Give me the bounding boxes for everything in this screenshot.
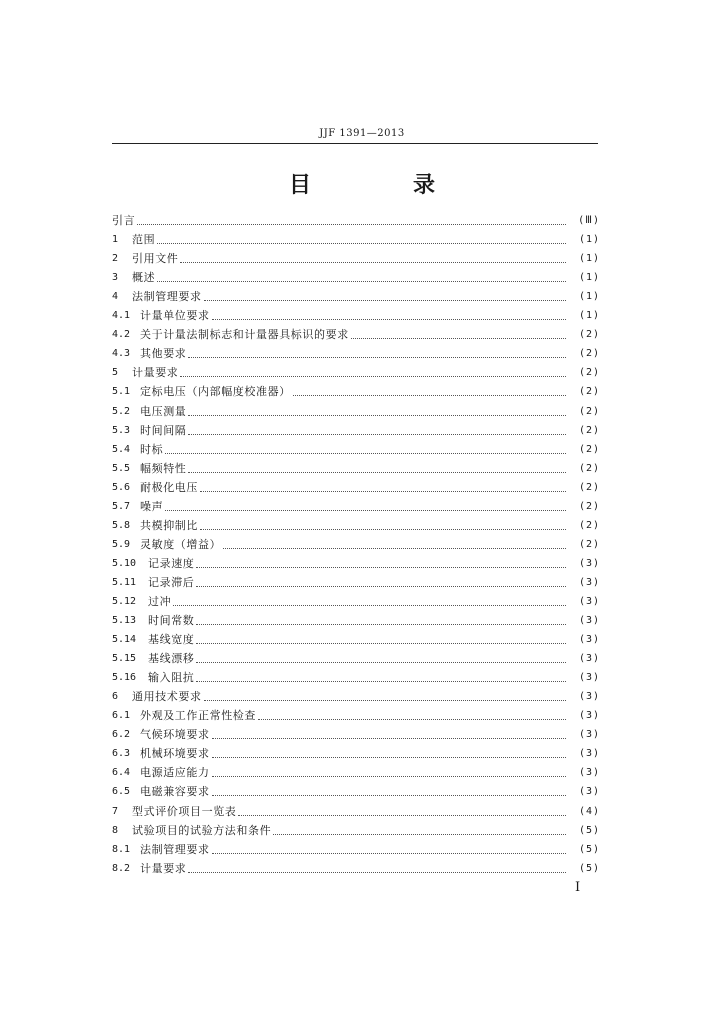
toc-entry[interactable] [112,590,600,609]
toc-entry-title: 计量单位要求 [140,309,210,323]
toc-entry-title: 定标电压（内部幅度校准器） [140,385,291,399]
toc-entry-title: 过冲 [148,594,172,608]
toc-dot-leader [212,319,566,320]
header-divider [112,143,598,144]
toc-entry[interactable] [112,533,600,552]
toc-entry-title: 输入阻抗 [148,671,195,685]
toc-entry-page: (5) [578,843,600,855]
toc-entry-number: 5.5 [112,462,131,474]
toc-dot-leader [212,738,566,739]
toc-dot-leader [188,357,566,358]
toc-entry[interactable] [112,514,600,533]
toc-entry-page: (5) [578,824,600,836]
toc-entry-number: 6.5 [112,786,131,798]
toc-dot-leader [258,719,566,720]
toc-dot-leader [196,643,566,644]
toc-entry-page: (2) [578,462,600,474]
toc-entry-title: 电源适应能力 [140,766,210,780]
toc-entry-number: 7 [112,805,119,817]
toc-dot-leader [212,853,566,854]
toc-entry-page: (3) [578,672,600,684]
toc-entry-title: 引用文件 [132,252,179,266]
toc-entry-title: 范围 [132,233,156,247]
toc-entry-page: (3) [578,786,600,798]
toc-entry-number: 5.4 [112,443,131,455]
toc-entry[interactable] [112,609,600,628]
toc-dot-leader [173,605,566,606]
toc-entry-title: 法制管理要求 [132,290,202,304]
toc-entry[interactable] [112,495,600,514]
toc-entry-title: 计量要求 [132,366,179,380]
toc-entry-title: 电磁兼容要求 [140,785,210,799]
toc-entry[interactable] [112,419,600,438]
toc-entry-title: 基线漂移 [148,652,195,666]
toc-entry-title: 幅频特性 [140,461,187,475]
toc-entry[interactable] [112,838,600,857]
toc-entry[interactable] [112,742,600,761]
toc-dot-leader [157,243,566,244]
standard-code: JJF 1391—2013 [319,128,405,139]
toc-entry-title: 时间间隔 [140,423,187,437]
table-of-contents [112,209,600,876]
toc-entry-number: 5.12 [112,595,137,607]
toc-entry[interactable] [112,761,600,780]
toc-entry[interactable] [112,723,600,742]
toc-entry-page: (1) [578,310,600,322]
toc-dot-leader [196,662,566,663]
toc-dot-leader [238,815,566,816]
toc-dot-leader [212,757,566,758]
toc-entry-page: (1) [578,234,600,246]
toc-entry-title: 外观及工作正常性检查 [140,709,256,723]
page-number: Ⅰ [575,880,581,895]
toc-dot-leader [200,529,566,530]
toc-entry-title: 关于计量法制标志和计量器具标识的要求 [140,328,349,342]
toc-dot-leader [200,491,566,492]
toc-entry[interactable] [112,438,600,457]
toc-entry-page: (3) [578,634,600,646]
toc-entry-number: 4.2 [112,329,131,341]
toc-entry[interactable] [112,819,600,838]
toc-entry-number: 3 [112,272,119,284]
toc-entry[interactable] [112,780,600,799]
toc-entry[interactable] [112,380,600,399]
toc-entry-number: 8.2 [112,862,131,874]
toc-entry-number: 1 [112,234,119,246]
toc-entry[interactable] [112,399,600,418]
toc-entry-number: 5.9 [112,538,131,550]
toc-entry-number: 6.4 [112,767,131,779]
toc-entry-page: (1) [578,253,600,265]
toc-entry-title: 时间常数 [148,614,195,628]
toc-entry-title: 计量要求 [140,861,187,875]
toc-entry[interactable] [112,476,600,495]
toc-entry-page: (2) [578,367,600,379]
toc-entry-page: (2) [578,519,600,531]
toc-entry-page: (3) [578,729,600,741]
toc-entry-title: 引言 [112,214,136,228]
toc-dot-leader [180,262,566,263]
toc-entry-number: 5.8 [112,519,131,531]
toc-entry[interactable] [112,571,600,590]
toc-entry-page: (1) [578,291,600,303]
toc-entry-title: 记录速度 [148,556,195,570]
toc-entry-page: (2) [578,424,600,436]
toc-entry[interactable] [112,285,600,304]
toc-entry-page: (2) [578,329,600,341]
toc-entry-page: (2) [578,405,600,417]
toc-entry-page: (3) [578,767,600,779]
toc-entry-number: 4.3 [112,348,131,360]
page-title: 目 录 [288,173,475,198]
toc-entry-number: 6.3 [112,748,131,760]
toc-entry-title: 耐极化电压 [140,480,198,494]
toc-entry[interactable] [112,857,600,876]
toc-entry[interactable] [112,647,600,666]
toc-entry-number: 5.14 [112,634,137,646]
toc-entry[interactable] [112,552,600,571]
toc-entry-title: 法制管理要求 [140,842,210,856]
toc-entry[interactable] [112,304,600,323]
toc-entry[interactable] [112,323,600,342]
toc-dot-leader [273,834,566,835]
toc-entry-page: (3) [578,595,600,607]
toc-entry-page: (1) [578,272,600,284]
toc-dot-leader [351,338,566,339]
toc-entry-number: 5.3 [112,424,131,436]
toc-dot-leader [188,472,566,473]
toc-dot-leader [204,700,566,701]
toc-entry-title: 记录滞后 [148,575,195,589]
toc-entry-number: 6.1 [112,710,131,722]
toc-dot-leader [196,567,566,568]
toc-dot-leader [165,510,566,511]
toc-dot-leader [188,434,566,435]
toc-entry-title: 时标 [140,442,164,456]
toc-dot-leader [293,395,566,396]
toc-entry[interactable] [112,342,600,361]
toc-entry-page: (3) [578,748,600,760]
toc-entry-title: 共模抑制比 [140,518,198,532]
toc-entry-number: 5.2 [112,405,131,417]
toc-entry-number: 5.15 [112,653,137,665]
toc-entry-number: 5.1 [112,386,131,398]
toc-entry-page: (3) [578,710,600,722]
toc-entry-number: 6.2 [112,729,131,741]
toc-dot-leader [137,224,566,225]
toc-entry[interactable] [112,685,600,704]
toc-entry[interactable] [112,266,600,285]
toc-dot-leader [196,624,566,625]
toc-entry-number: 8.1 [112,843,131,855]
toc-dot-leader [204,300,566,301]
toc-entry-page: (2) [578,538,600,550]
toc-entry-page: (2) [578,481,600,493]
toc-entry-page: (3) [578,615,600,627]
toc-entry-page: (5) [578,862,600,874]
toc-dot-leader [196,681,566,682]
toc-entry-number: 5.11 [112,576,137,588]
toc-entry-number: 5.7 [112,500,131,512]
toc-dot-leader [180,376,566,377]
toc-entry[interactable] [112,457,600,476]
toc-entry-page: (2) [578,386,600,398]
toc-dot-leader [188,872,566,873]
toc-entry[interactable] [112,704,600,723]
toc-entry[interactable] [112,209,600,228]
toc-entry-title: 通用技术要求 [132,690,202,704]
toc-entry-number: 5.16 [112,672,137,684]
toc-entry-page: (2) [578,348,600,360]
toc-dot-leader [165,453,566,454]
toc-entry-number: 5.13 [112,615,137,627]
toc-dot-leader [212,776,566,777]
toc-entry[interactable] [112,666,600,685]
toc-entry-title: 其他要求 [140,347,187,361]
toc-entry-page: (2) [578,500,600,512]
toc-entry-title: 型式评价项目一览表 [132,804,237,818]
toc-dot-leader [223,548,566,549]
toc-entry-title: 电压测量 [140,404,187,418]
toc-entry[interactable] [112,628,600,647]
toc-dot-leader [188,415,566,416]
toc-entry-title: 灵敏度（增益） [140,537,222,551]
toc-entry-number: 4.1 [112,310,131,322]
toc-entry-number: 2 [112,253,119,265]
toc-entry-title: 噪声 [140,499,164,513]
toc-entry-page: (Ⅲ) [578,215,600,227]
toc-entry-page: (3) [578,691,600,703]
toc-entry-title: 试验项目的试验方法和条件 [132,823,272,837]
toc-entry-title: 气候环境要求 [140,728,210,742]
toc-entry-page: (3) [578,653,600,665]
toc-dot-leader [157,281,566,282]
toc-entry-page: (3) [578,576,600,588]
toc-entry-title: 机械环境要求 [140,747,210,761]
toc-entry-title: 概述 [132,271,156,285]
toc-entry-page: (2) [578,443,600,455]
toc-dot-leader [196,586,566,587]
toc-entry-page: (4) [578,805,600,817]
toc-entry[interactable] [112,361,600,380]
toc-entry-title: 基线宽度 [148,633,195,647]
toc-entry[interactable] [112,247,600,266]
toc-entry-number: 5.6 [112,481,131,493]
toc-entry-number: 5 [112,367,119,379]
toc-entry-page: (3) [578,557,600,569]
toc-entry[interactable] [112,799,600,818]
toc-entry-number: 8 [112,824,119,836]
toc-entry-number: 4 [112,291,119,303]
toc-entry-number: 6 [112,691,119,703]
toc-dot-leader [212,795,566,796]
toc-entry-number: 5.10 [112,557,137,569]
toc-entry[interactable] [112,228,600,247]
